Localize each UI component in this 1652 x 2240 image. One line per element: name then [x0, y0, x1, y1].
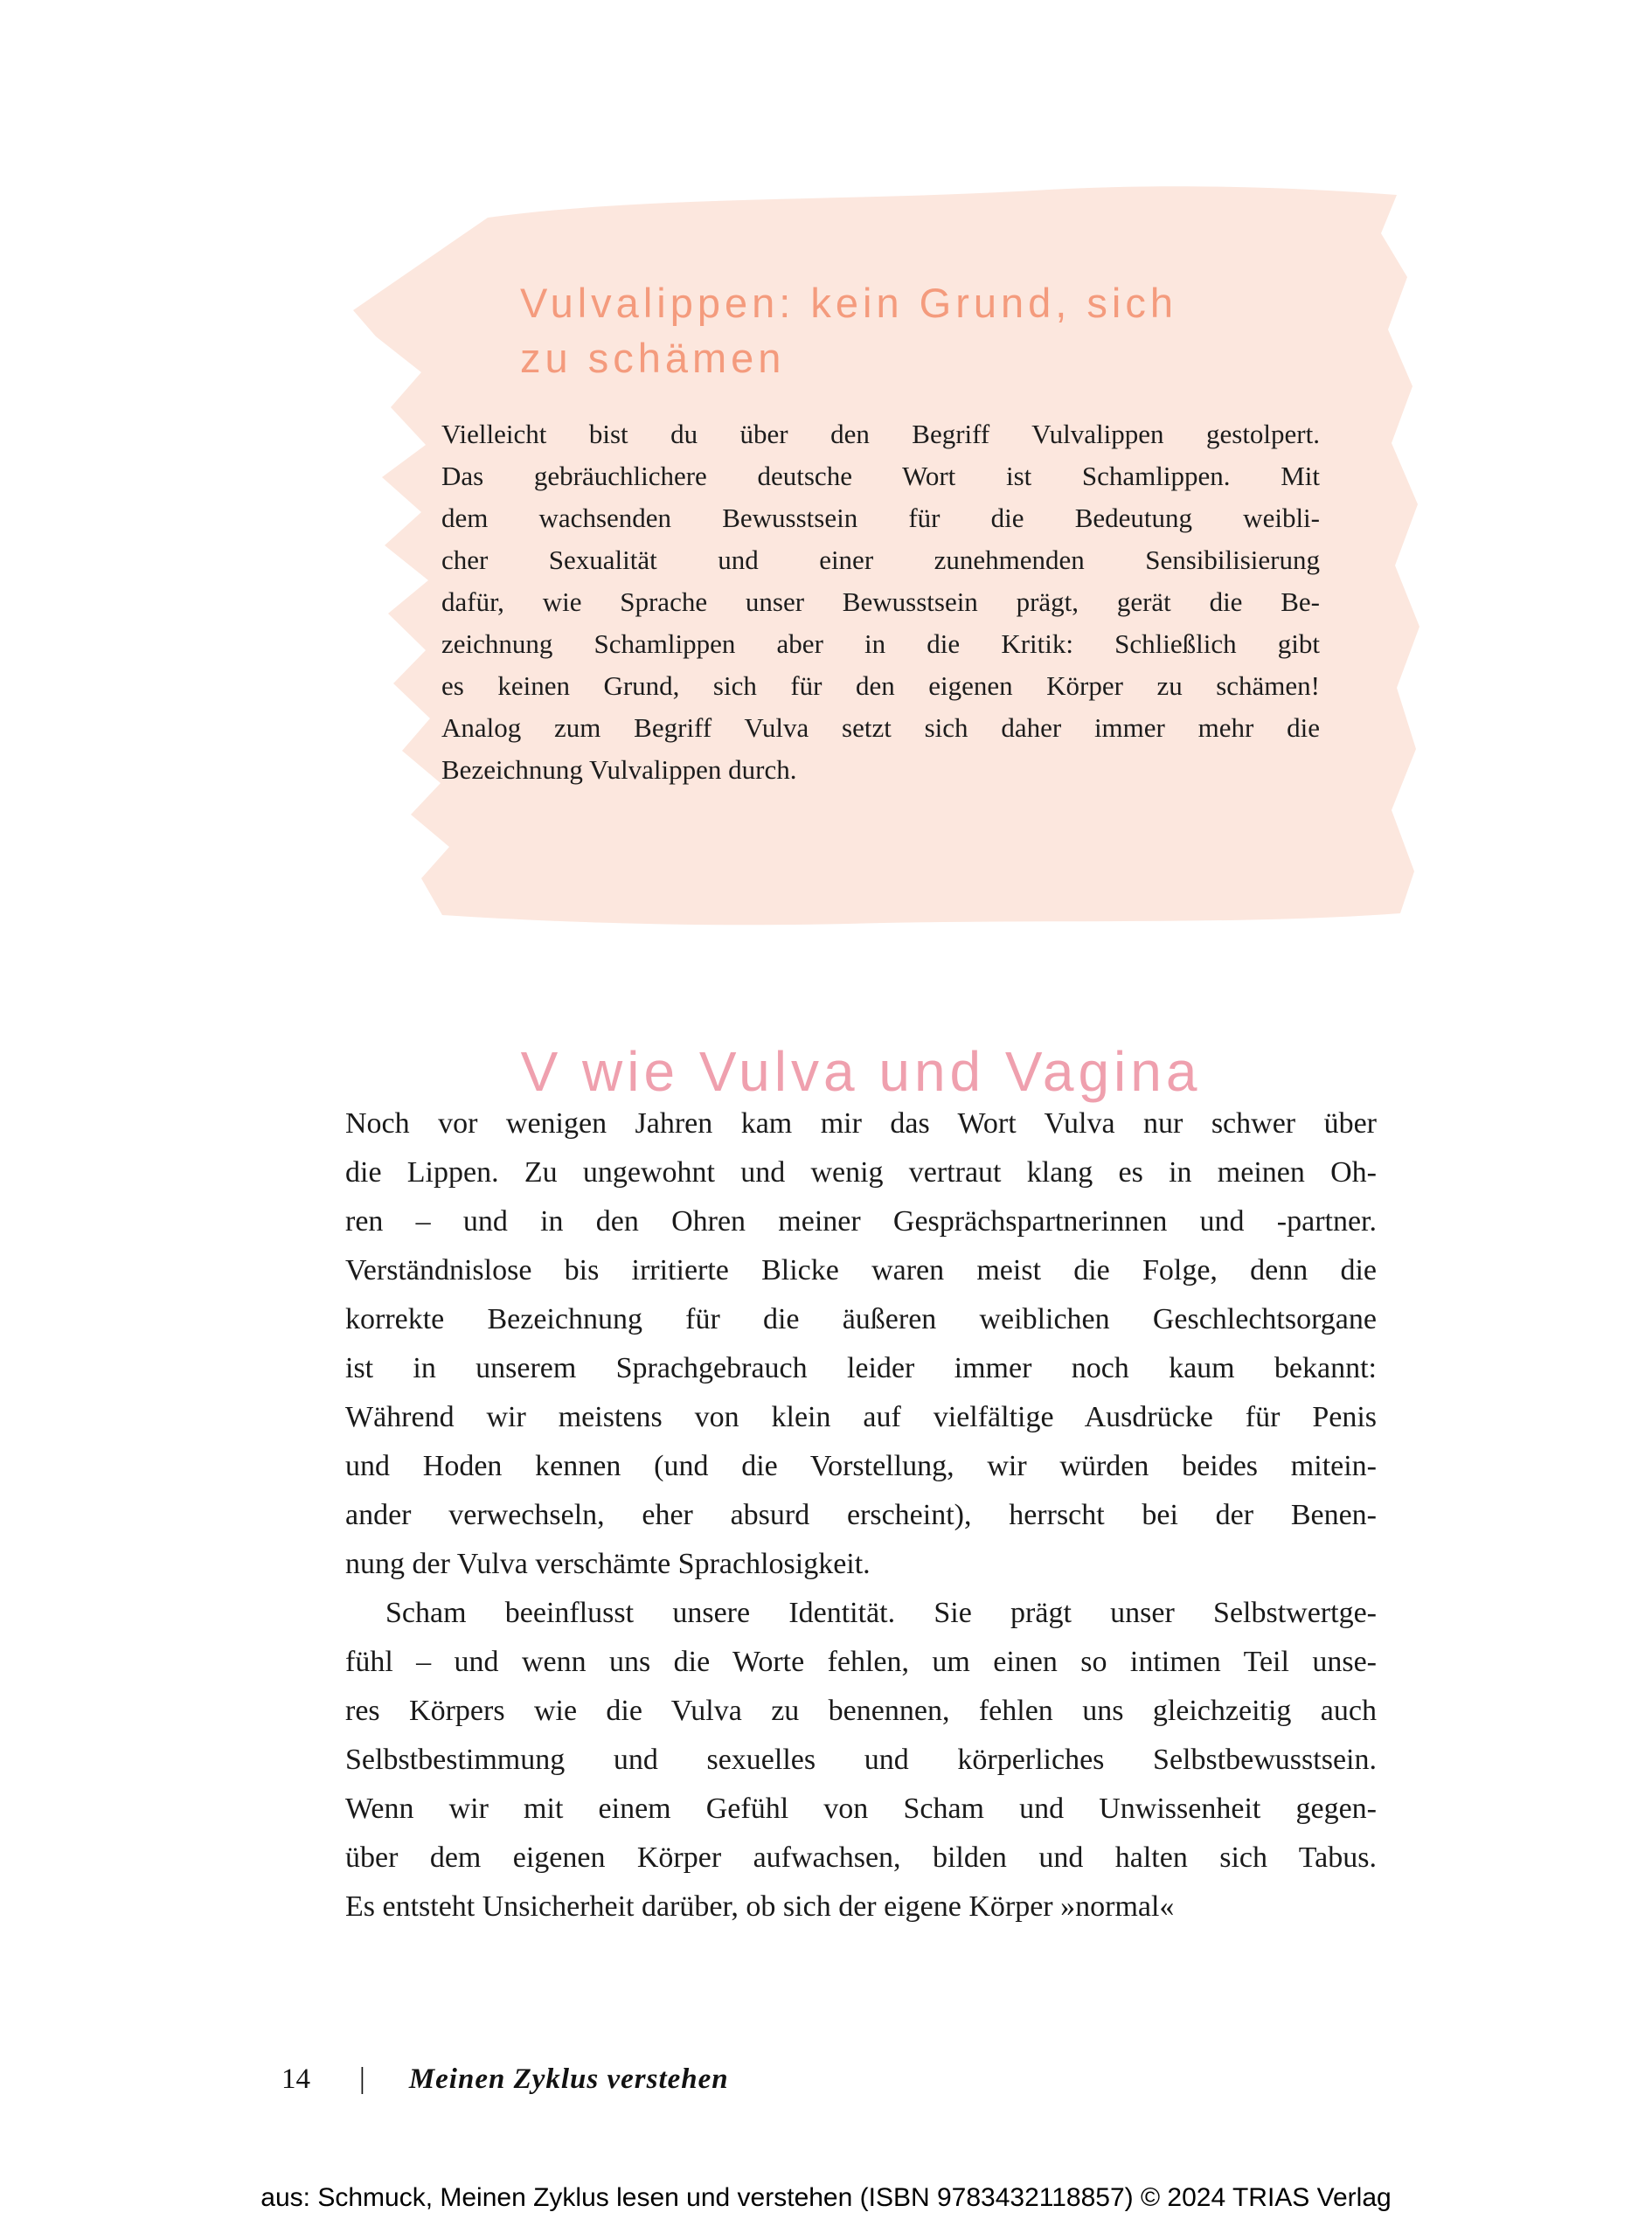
footer-separator: |: [359, 2063, 365, 2095]
text-line: Vielleicht bist du über den Begriff Vulvalippen gestolpert.: [441, 419, 1320, 449]
text-line: Das gebräuchlichere deutsche Wort ist Schamlippen. Mit: [441, 461, 1320, 491]
text-line: Vulvalippen: kein Grund, sich: [520, 280, 1177, 326]
text-line: Es entsteht Unsicherheit darüber, ob sich der eigene Körper »normal«: [345, 1890, 1175, 1923]
text-line: ist in unserem Sprachgebrauch leider immer noch kaum bekannt:: [345, 1352, 1377, 1384]
highlight-box: [288, 179, 1429, 935]
text-line: Bezeichnung Vulvalippen durch.: [441, 754, 797, 785]
text-line: Während wir meistens von klein auf vielfältige Ausdrücke für Penis: [345, 1401, 1377, 1433]
box-paragraph: [441, 413, 1320, 791]
text-line: dafür, wie Sprache unser Bewusstsein prägt, gerät die Be-: [441, 586, 1320, 617]
box-heading: [520, 275, 1177, 385]
text-line: zeichnung Schamlippen aber in die Kritik: Schließlich gibt: [441, 628, 1320, 659]
text-line: es keinen Grund, sich für den eigenen Körper zu schämen!: [441, 670, 1320, 701]
text-line: Wenn wir mit einem Gefühl von Scham und Unwissenheit gegen-: [345, 1793, 1377, 1825]
page-number: 14: [281, 2063, 310, 2095]
text-line: nung der Vulva verschämte Sprachlosigkeit.: [345, 1548, 871, 1580]
text-line: Noch vor wenigen Jahren kam mir das Wort Vulva nur schwer über: [345, 1107, 1377, 1140]
text-line: zu schämen: [520, 335, 786, 381]
text-line: über dem eigenen Körper aufwachsen, bilden und halten sich Tabus.: [345, 1841, 1377, 1874]
page-footer: [281, 2063, 729, 2096]
text-line: Scham beeinflusst unsere Identität. Sie prägt unser Selbstwertge-: [385, 1597, 1377, 1629]
text-line: ander verwechseln, eher absurd erscheint), herrscht bei der Benen-: [345, 1499, 1377, 1531]
running-title: Meinen Zyklus verstehen: [408, 2063, 729, 2095]
text-line: cher Sexualität und einer zunehmenden Sensibilisierung: [441, 544, 1320, 575]
copyright-credit: aus: Schmuck, Meinen Zyklus lesen und verstehen (ISBN 9783432118857) © 2024 TRIAS Verlag: [260, 2183, 1392, 2212]
text-line: Selbstbestimmung und sexuelles und körperliches Selbstbewusstsein.: [345, 1744, 1377, 1776]
text-line: ren – und in den Ohren meiner Gesprächspartnerinnen und -partner.: [345, 1205, 1377, 1238]
chapter-title: V wie Vulva und Vagina: [520, 1039, 1202, 1103]
text-line: die Lippen. Zu ungewohnt und wenig vertraut klang es in meinen Oh-: [345, 1156, 1377, 1189]
text-line: und Hoden kennen (und die Vorstellung, wir würden beides mitein-: [345, 1450, 1377, 1482]
text-line: Analog zum Begriff Vulva setzt sich daher immer mehr die: [441, 712, 1320, 743]
text-line: fühl – und wenn uns die Worte fehlen, um einen so intimen Teil unse-: [345, 1646, 1377, 1678]
text-line: dem wachsenden Bewusstsein für die Bedeutung weibli-: [441, 503, 1320, 533]
text-line: korrekte Bezeichnung für die äußeren weiblichen Geschlechtsorgane: [345, 1303, 1377, 1335]
text-line: res Körpers wie die Vulva zu benennen, fehlen uns gleichzeitig auch: [345, 1695, 1377, 1727]
text-line: Verständnislose bis irritierte Blicke waren meist die Folge, denn die: [345, 1254, 1377, 1286]
body-paragraphs: [345, 1099, 1377, 1931]
